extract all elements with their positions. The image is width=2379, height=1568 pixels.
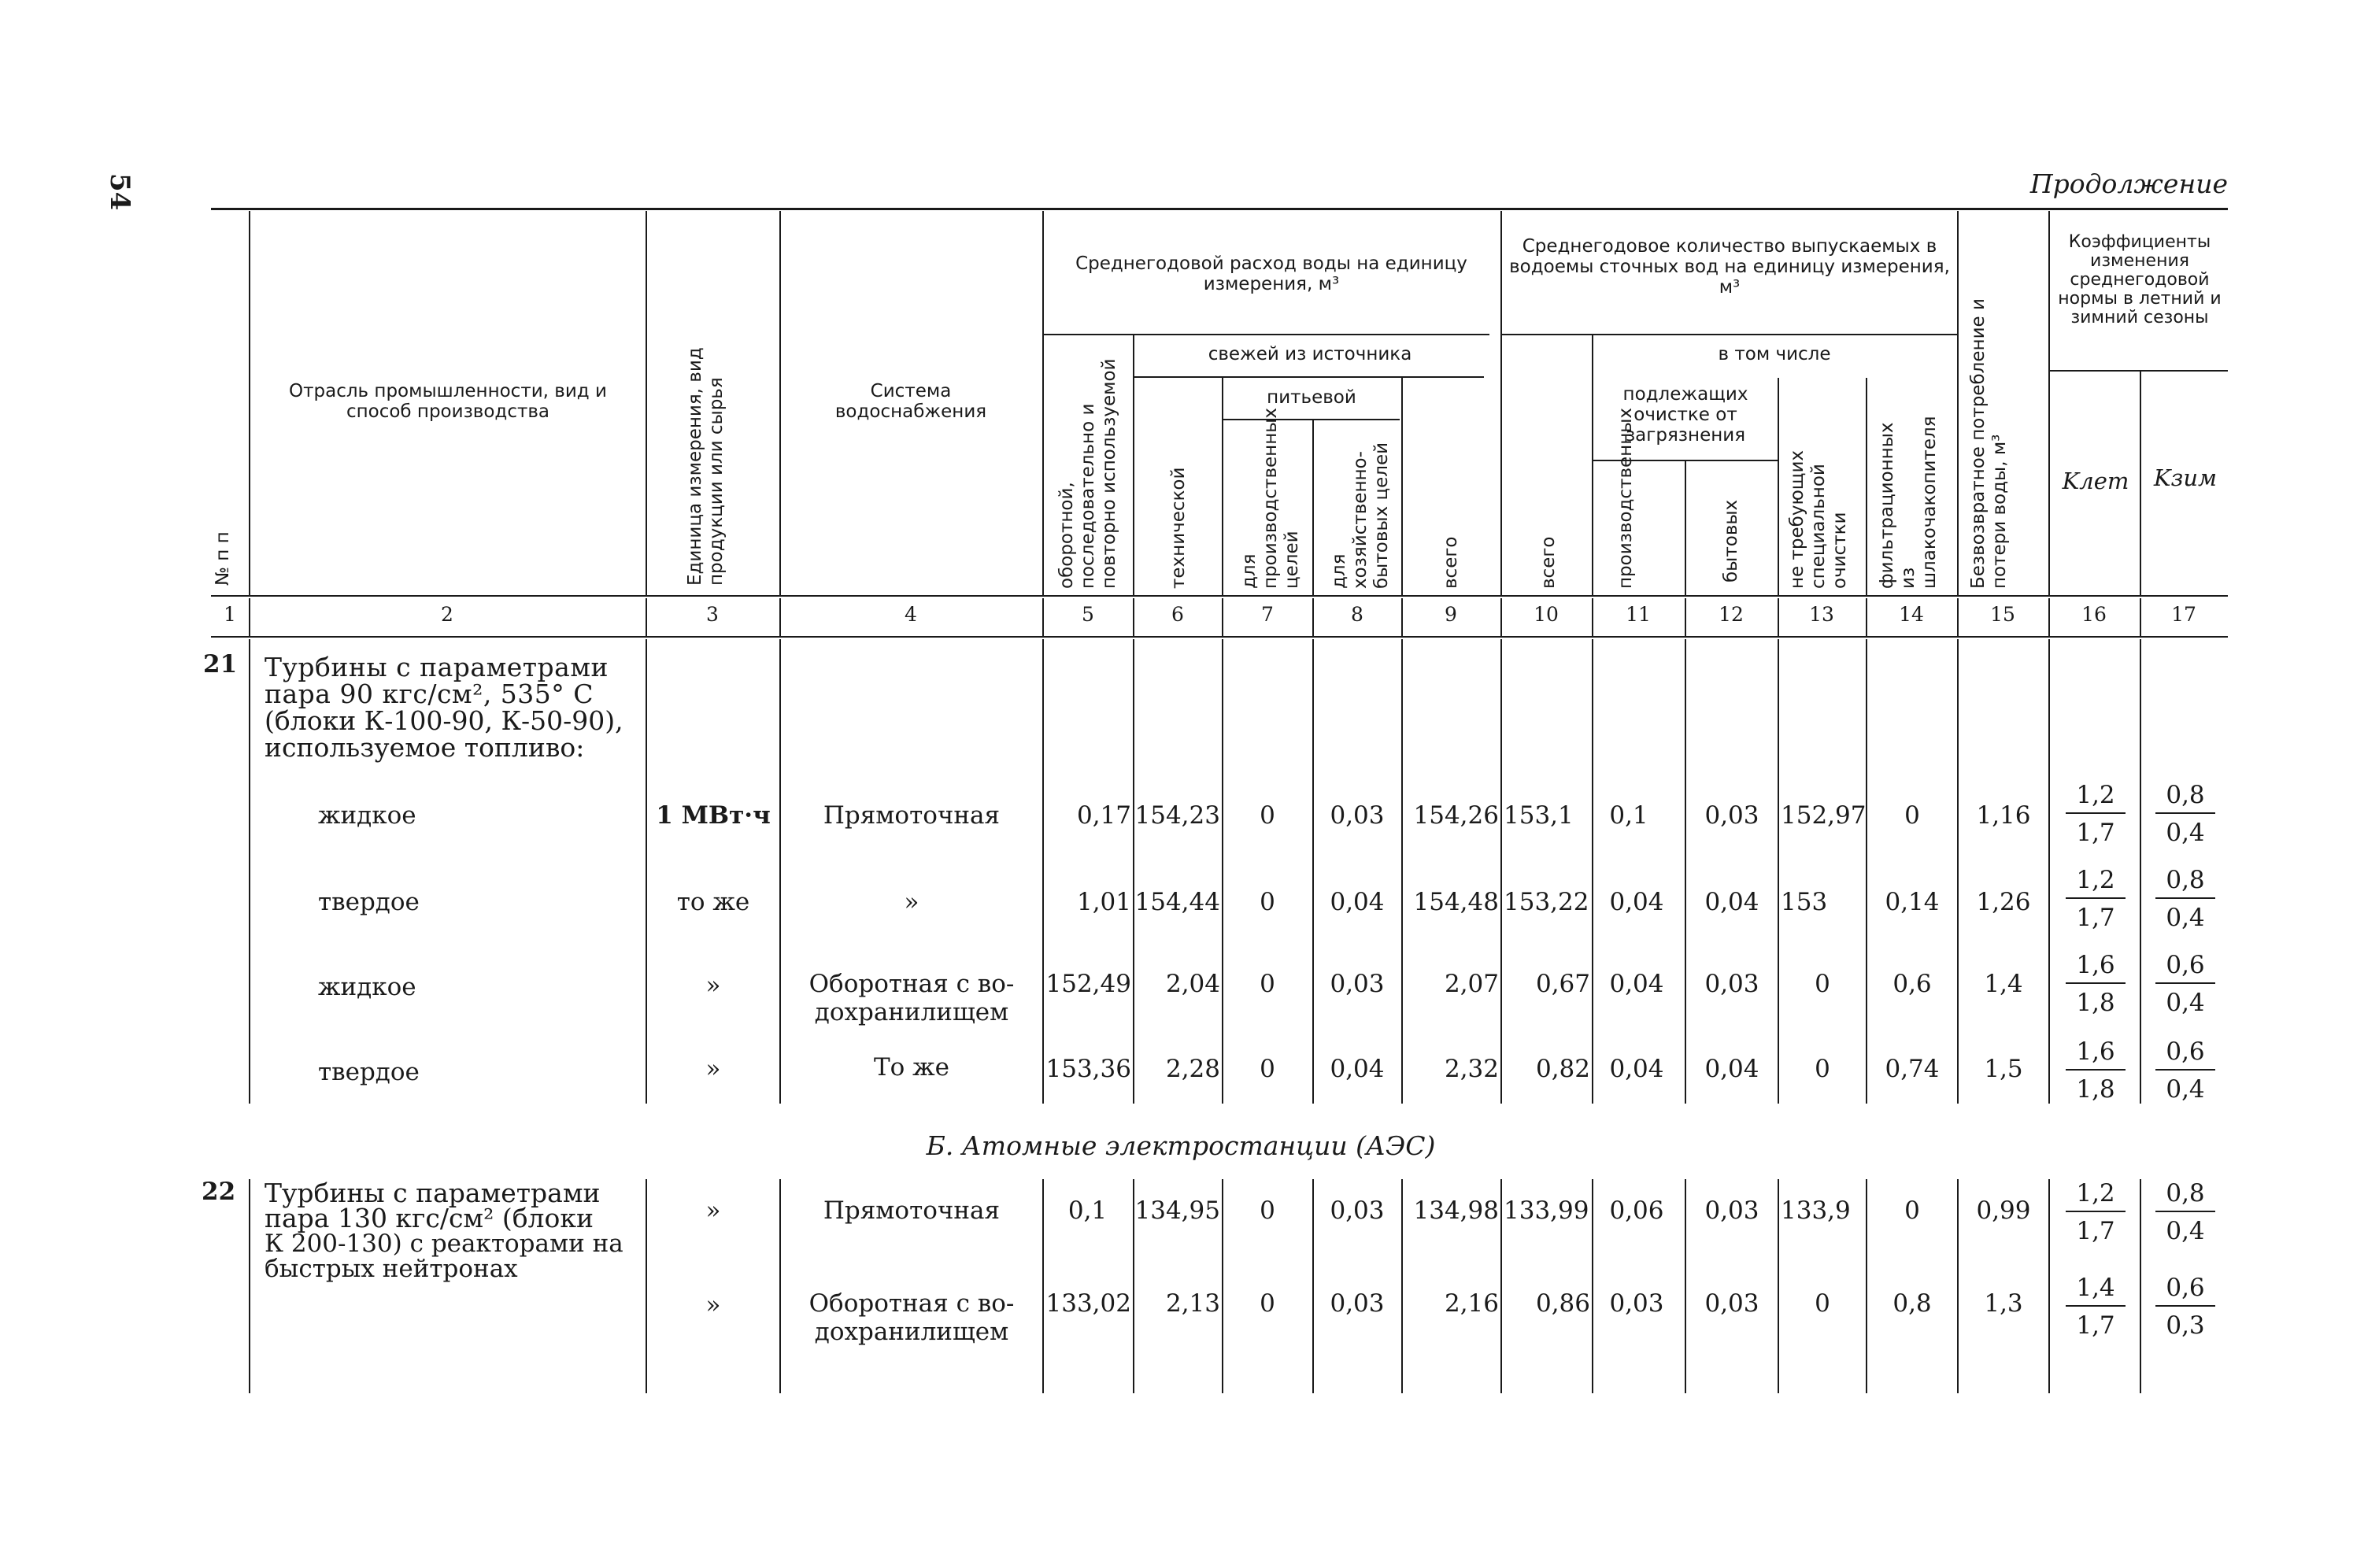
cell-c7: 0 — [1260, 1055, 1275, 1083]
k-winter-fraction: 0,6 0,4 — [2154, 948, 2217, 1019]
item-title-line: Турбины с параметрами — [265, 1178, 601, 1208]
k-summer-fraction: 1,2 1,7 — [2064, 778, 2127, 849]
cell-c8: 0,04 — [1330, 888, 1385, 916]
cell-c6: 2,28 — [1165, 1055, 1220, 1083]
cell-c13: 133,9 — [1781, 1196, 1851, 1225]
cell-c14: 0,6 — [1892, 970, 1932, 998]
item-title-line: Турбины с параметрами — [265, 652, 609, 682]
header-supply-system: Система водоснабжения — [834, 381, 987, 422]
col-number: 14 — [1899, 603, 1924, 626]
cell-c15: 0,99 — [1976, 1196, 2031, 1225]
item-title-line: быстрых нейтронах — [265, 1255, 518, 1283]
cell-c13: 0 — [1815, 1055, 1830, 1083]
cell-c15: 1,16 — [1976, 801, 2031, 830]
cell-c8: 0,03 — [1330, 1289, 1385, 1318]
cell-c11: 0,03 — [1609, 1289, 1664, 1318]
k-summer-fraction: 1,6 1,8 — [2064, 948, 2127, 1019]
k-winter-fraction: 0,6 0,4 — [2154, 1034, 2217, 1105]
col-number: 9 — [1445, 603, 1457, 626]
header-including: в том числе — [1718, 344, 1831, 364]
col-number: 13 — [1809, 603, 1834, 626]
k-winter-fraction: 0,8 0,4 — [2154, 778, 2217, 849]
supply-system: Прямоточная — [823, 1196, 1001, 1225]
supply-system: дохранилищем — [814, 998, 1009, 1026]
cell-c12: 0,03 — [1704, 970, 1759, 998]
cell-c13: 0 — [1815, 1289, 1830, 1318]
cell-c15: 1,4 — [1984, 970, 2023, 998]
header-no-treatment: не требующих специальной очистки — [1787, 449, 1850, 589]
cell-c15: 1,26 — [1976, 888, 2031, 916]
k-winter-fraction: 0,8 0,4 — [2154, 1176, 2217, 1247]
cell-c13: 152,97 — [1781, 801, 1867, 830]
item-title-line: (блоки К-100-90, К-50-90), — [265, 705, 623, 736]
k-summer-fraction: 1,6 1,8 — [2064, 1034, 2127, 1105]
fuel-type: твердое — [318, 1058, 420, 1086]
header-subject-to-treatment: подлежащих очистке от загрязнения — [1622, 384, 1748, 446]
cell-c13: 153 — [1781, 888, 1828, 916]
col-number: 15 — [1990, 603, 2015, 626]
cell-c8: 0,03 — [1330, 801, 1385, 830]
col-number: 1 — [224, 603, 236, 626]
cell-c8: 0,04 — [1330, 1055, 1385, 1083]
cell-c9: 154,48 — [1413, 888, 1499, 916]
cell-c7: 0 — [1260, 1289, 1275, 1318]
cell-c9: 2,32 — [1444, 1055, 1499, 1083]
col-number: 8 — [1351, 603, 1363, 626]
item-title-line: К 200-130) с реакторами на — [265, 1230, 623, 1258]
header-domestic-waste: бытовых — [1721, 499, 1741, 582]
item-title-line: пара 130 кгс/см² (блоки — [265, 1203, 594, 1233]
cell-c9: 154,26 — [1413, 801, 1499, 830]
unit: » — [705, 1196, 721, 1225]
header-group-wastewater: Среднегодовое количество выпускаемых в водоемы сточных вод на единицу измерения, м³ — [1509, 236, 1950, 298]
cell-c11: 0,04 — [1609, 1055, 1664, 1083]
cell-c10: 153,22 — [1504, 888, 1589, 916]
unit: » — [705, 1055, 721, 1083]
cell-c14: 0 — [1904, 801, 1920, 830]
cell-c9: 134,98 — [1413, 1196, 1499, 1225]
cell-c6: 2,04 — [1165, 970, 1220, 998]
header-irrecoverable: Безвозвратное потребление и потери воды, м³ — [1968, 298, 2010, 589]
supply-system: дохранилищем — [814, 1318, 1009, 1346]
col-number: 7 — [1261, 603, 1274, 626]
supply-system: То же — [873, 1053, 950, 1082]
cell-c10: 0,82 — [1535, 1055, 1590, 1083]
k-summer-fraction: 1,4 1,7 — [2064, 1270, 2127, 1341]
header-k-summer: Kлет — [2062, 468, 2129, 494]
cell-c12: 0,03 — [1704, 1196, 1759, 1225]
cell-c5: 133,02 — [1045, 1289, 1131, 1318]
cell-c14: 0 — [1904, 1196, 1920, 1225]
cell-c5: 1,01 — [1076, 888, 1131, 916]
cell-c15: 1,5 — [1984, 1055, 2023, 1083]
cell-c11: 0,04 — [1609, 888, 1664, 916]
col-number: 16 — [2081, 603, 2107, 626]
cell-c11: 0,1 — [1609, 801, 1648, 830]
cell-c6: 134,95 — [1134, 1196, 1220, 1225]
section-heading: Б. Атомные электростанции (АЭС) — [926, 1130, 1436, 1161]
cell-c5: 0,17 — [1076, 801, 1131, 830]
cell-c14: 0,14 — [1885, 888, 1940, 916]
col-number: 2 — [441, 603, 453, 626]
cell-c9: 2,07 — [1444, 970, 1499, 998]
cell-c8: 0,03 — [1330, 970, 1385, 998]
k-winter-fraction: 0,8 0,4 — [2154, 863, 2217, 934]
col-number: 4 — [905, 603, 917, 626]
unit: то же — [676, 888, 750, 916]
cell-c12: 0,04 — [1704, 888, 1759, 916]
continuation-label: Продолжение — [2029, 168, 2228, 199]
fuel-type: твердое — [318, 888, 420, 916]
col-number: 3 — [706, 603, 719, 626]
header-total-waste: всего — [1538, 536, 1559, 589]
col-number: 12 — [1719, 603, 1744, 626]
k-winter-fraction: 0,6 0,3 — [2154, 1270, 2217, 1341]
item-title-line: пара 90 кгс/см², 535° С — [265, 679, 594, 709]
cell-c7: 0 — [1260, 1196, 1275, 1225]
cell-c10: 153,1 — [1504, 801, 1574, 830]
header-coefficients: Коэффициенты изменения среднегодовой нормы в летний и зимний сезоны — [2058, 232, 2222, 327]
cell-c6: 2,13 — [1165, 1289, 1220, 1318]
cell-c14: 0,8 — [1892, 1289, 1932, 1318]
k-summer-fraction: 1,2 1,7 — [2064, 1176, 2127, 1247]
header-filtration: фильтрационных из шлакочакопителя — [1877, 416, 1940, 589]
header-fresh: свежей из источника — [1208, 344, 1412, 364]
supply-system: Оборотная с во- — [808, 1289, 1015, 1318]
cell-c5: 0,1 — [1067, 1196, 1108, 1225]
cell-c12: 0,03 — [1704, 1289, 1759, 1318]
cell-c6: 154,44 — [1134, 888, 1220, 916]
cell-c6: 154,23 — [1134, 801, 1220, 830]
fuel-type: жидкое — [318, 973, 416, 1001]
header-total-fresh: всего — [1441, 536, 1461, 589]
cell-c10: 0,67 — [1535, 970, 1590, 998]
header-drinking: питьевой — [1267, 387, 1356, 408]
cell-c7: 0 — [1260, 970, 1275, 998]
header-household-purposes: для хозяйственно-бытовых целей — [1329, 442, 1392, 589]
cell-c10: 0,86 — [1535, 1289, 1590, 1318]
cell-c7: 0 — [1260, 888, 1275, 916]
col-number: 11 — [1626, 603, 1651, 626]
cell-c15: 1,3 — [1984, 1289, 2023, 1318]
supply-system: Прямоточная — [823, 801, 1001, 830]
row-number: 21 — [203, 650, 238, 679]
col-number: 6 — [1171, 603, 1184, 626]
page-number: 54 — [104, 173, 135, 211]
unit: 1 МВт·ч — [656, 801, 771, 830]
cell-c8: 0,03 — [1330, 1196, 1385, 1225]
cell-c12: 0,03 — [1704, 801, 1759, 830]
cell-c5: 152,49 — [1045, 970, 1131, 998]
cell-c11: 0,04 — [1609, 970, 1664, 998]
col-number: 5 — [1082, 603, 1094, 626]
cell-c7: 0 — [1260, 801, 1275, 830]
cell-c14: 0,74 — [1885, 1055, 1940, 1083]
unit: » — [705, 971, 721, 1000]
cell-c5: 153,36 — [1045, 1055, 1131, 1083]
header-recycled: оборотной, последовательно и повторно используемой — [1056, 358, 1119, 589]
cell-c13: 0 — [1815, 970, 1830, 998]
cell-c10: 133,99 — [1504, 1196, 1589, 1225]
header-technical: технической — [1168, 467, 1189, 589]
header-production-purposes: для производственных целей — [1239, 407, 1302, 589]
header-industrial-waste: производственных — [1615, 407, 1636, 589]
header-k-winter: Kзим — [2153, 464, 2218, 491]
fuel-type: жидкое — [318, 801, 416, 830]
header-industry: Отрасль промышленности, вид и способ производства — [289, 381, 607, 422]
header-group-water-consumption: Среднегодовой расход воды на единицу измерения, м³ — [1075, 253, 1467, 294]
header-row-number: № п п — [213, 531, 233, 586]
cell-c12: 0,04 — [1704, 1055, 1759, 1083]
header-unit: Единица измерения, вид продукции или сырья — [685, 347, 727, 586]
col-number: 17 — [2171, 603, 2196, 626]
unit: » — [705, 1291, 721, 1319]
item-title-line: используемое топливо: — [265, 732, 585, 763]
k-summer-fraction: 1,2 1,7 — [2064, 863, 2127, 934]
row-number: 22 — [202, 1178, 236, 1206]
supply-system: Оборотная с во- — [808, 970, 1015, 998]
supply-system: » — [904, 888, 919, 916]
cell-c9: 2,16 — [1444, 1289, 1499, 1318]
cell-c11: 0,06 — [1609, 1196, 1664, 1225]
col-number: 10 — [1534, 603, 1559, 626]
